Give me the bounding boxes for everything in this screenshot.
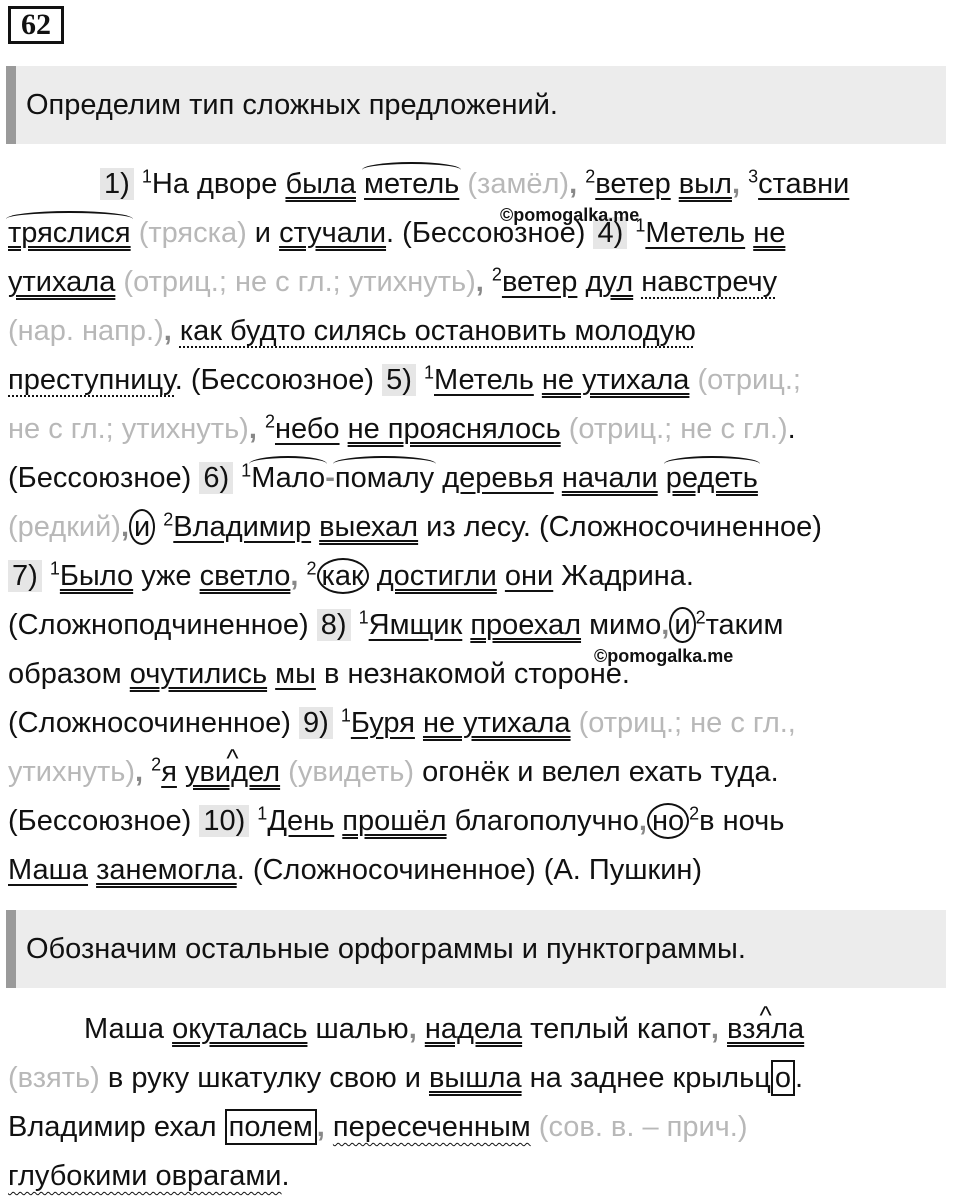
text-line: Маша окуталась шалью, надела теплый капот, ^ взяла (8, 1005, 952, 1054)
analysis-line: Маша занемогла. (Сложносочиненное) (А. Пушкин) (8, 854, 703, 886)
analysis-line: (Бессоюзное) 6) $^1$Мало-помалу деревья начали редеть (8, 460, 758, 494)
analysis-text (8, 160, 952, 895)
analysis-line: утихнуть), $^2$я ^ увидел (увидеть) огонёк и велел ехать туда. (8, 748, 952, 797)
text-line: (взять) в руку шкатулку свою и вышла на заднее крыльц о . (8, 1062, 804, 1094)
analysis-line: 1) $^1$На дворе была метель (замёл), $^2$ветер выл, $^3$ставни (8, 160, 952, 209)
analysis-line: утихала (отриц.; не с гл.; утихнуть), $^2$ветер дул навстречу (8, 264, 778, 298)
analysis-line: (Сложносочиненное) 9) $^1$Буря не утихала (отриц.; не с гл., (8, 705, 796, 739)
analysis-line: (редкий), и $^2$Владимир выехал из лесу. (Сложносочиненное) (8, 509, 822, 543)
analysis-line: преступницу. (Бессоюзное) 5) $^1$Метель не утихала (отриц.; (8, 362, 801, 396)
orthogram-text (8, 1005, 952, 1201)
analysis-line: тряслися (тряска) и стучали. (Бессоюзное) 4) $^1$Метель не (8, 215, 786, 249)
analysis-line: не с гл.; утихнуть), $^2$небо не прояснялось (отриц.; не с гл.). (8, 411, 796, 445)
analysis-line: 7) $^1$Было уже светло, $^2$ как достигли они Жадрина. (8, 552, 952, 601)
analysis-line: образом очутились мы в незнакомой стороне. (8, 658, 630, 690)
text-line: Владимир ехал полем , пересеченным (сов. в. – прич.) (8, 1111, 748, 1143)
watermark: ©pomogalka.me (500, 205, 640, 225)
task-number: 62 (8, 6, 64, 44)
analysis-line: (нар. напр.), как будто силясь остановить молодую (8, 315, 696, 347)
analysis-line: (Сложноподчиненное) 8) $^1$Ямщик проехал мимо, и $^2$таким (8, 607, 784, 641)
text-line: глубокими оврагами. (8, 1160, 290, 1192)
section-heading-orthograms: Обозначим остальные орфограммы и пунктограммы. (6, 910, 946, 988)
watermark: ©pomogalka.me (594, 646, 734, 666)
analysis-line: (Бессоюзное) 10) $^1$День прошёл благополучно, но $^2$в ночь (8, 803, 785, 837)
section-heading-sentence-types: Определим тип сложных предложений. (6, 66, 946, 144)
